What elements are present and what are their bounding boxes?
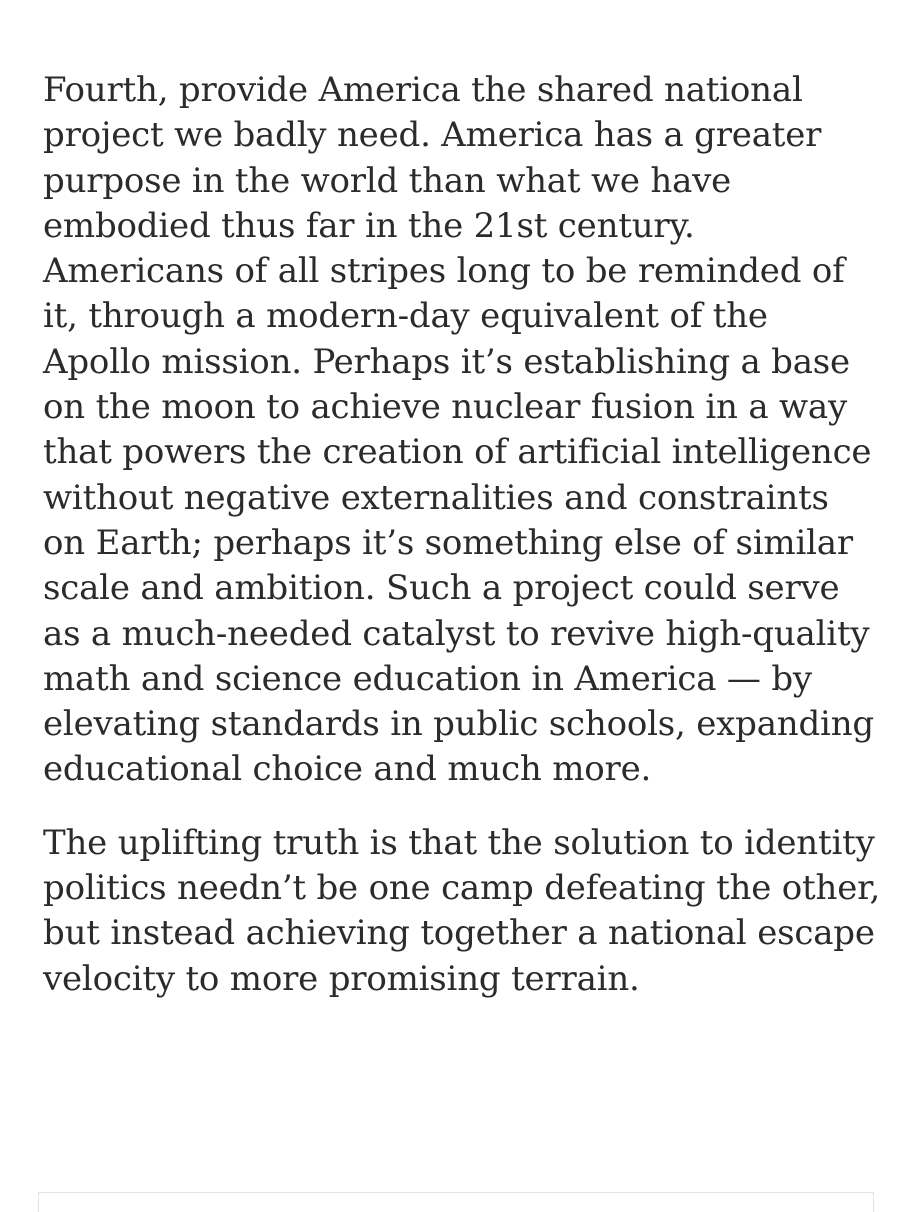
paragraph-line: on Earth; perhaps it’s something else of similar	[43, 522, 853, 563]
next-content-card-edge	[38, 1192, 874, 1212]
paragraph-national-project	[43, 68, 873, 793]
paragraph-line: politics needn’t be one camp defeating the other,	[43, 868, 881, 909]
paragraph-line: educational choice and much more.	[43, 749, 652, 790]
paragraph-line: purpose in the world than what we have	[43, 160, 732, 201]
paragraph-line: math and science education in America — by	[43, 658, 812, 699]
paragraph-line: but instead achieving together a national escape	[43, 913, 875, 954]
paragraph-line: The uplifting truth is that the solution to identity	[43, 822, 875, 863]
article-body	[43, 68, 881, 1030]
paragraph-line: scale and ambition. Such a project could serve	[43, 568, 840, 609]
paragraph-line: project we badly need. America has a greater	[43, 115, 822, 156]
paragraph-line: without negative externalities and constraints	[43, 477, 829, 518]
paragraph-line: Apollo mission. Perhaps it’s establishing a base	[43, 341, 850, 382]
paragraph-line: elevating standards in public schools, expanding	[43, 704, 874, 745]
paragraph-line: embodied thus far in the 21st century.	[43, 205, 695, 246]
paragraph-line: on the moon to achieve nuclear fusion in a way	[43, 387, 848, 428]
paragraph-line: velocity to more promising terrain.	[43, 958, 640, 999]
paragraph-line: Fourth, provide America the shared national	[43, 70, 803, 110]
paragraph-line: that powers the creation of artificial intelligence	[43, 432, 872, 473]
paragraph-uplifting-truth	[43, 821, 881, 1002]
paragraph-line: it, through a modern-day equivalent of the	[43, 296, 768, 337]
paragraph-line: as a much-needed catalyst to revive high-quality	[43, 613, 870, 654]
paragraph-line: Americans of all stripes long to be reminded of	[43, 251, 845, 292]
